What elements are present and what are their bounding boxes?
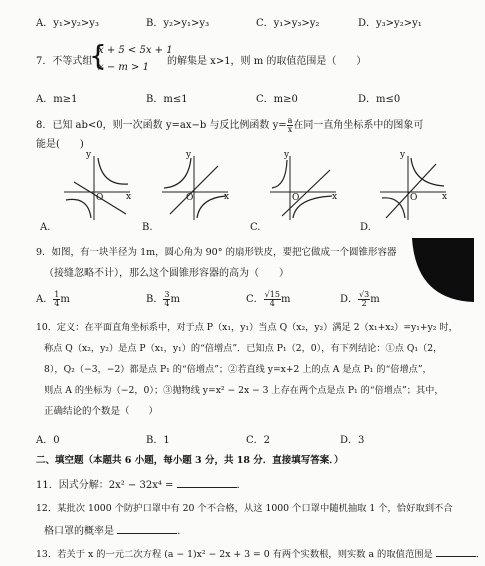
q10-option-d[interactable]: D．3: [340, 435, 365, 446]
q8-label-b: B.: [142, 222, 153, 233]
q8-graph-a-svg: [62, 152, 132, 222]
q7-option-b[interactable]: B．m≤1: [146, 94, 188, 105]
q8-graph-d-svg: [378, 152, 448, 222]
q8-graph-d[interactable]: [378, 152, 448, 222]
q9-sector-figure: [412, 238, 474, 302]
q9-line2: （接缝忽略不计），那么这个圆锥形容器的高为（ ）: [44, 268, 289, 279]
q12-answer-blank[interactable]: [117, 524, 177, 534]
q11-text: 11．因式分解：2x² − 32x⁴ = ．: [36, 480, 247, 491]
q6-option-a[interactable]: A．y₁>y₂>y₃: [36, 18, 99, 29]
q8-b-x-label: x: [224, 192, 230, 202]
q8-b-origin: O: [186, 193, 194, 203]
q8-graph-b[interactable]: [160, 152, 230, 222]
q8-line1: 8．已知 ab<0，则一次函数 y=ax−b 与反比例函数 y= $\frac{a}{x}$ 在同一直角坐标系中的图象可: [36, 116, 424, 134]
q12-line1: 12．某批次 1000 个防护口罩中有 20 个不合格，从这 1000 个口罩中随机抽取 1 个，恰好取到不合: [36, 503, 453, 514]
q8-graph-c-svg: [268, 152, 338, 222]
q7-inequality-1: x + 5 < 5x + 1: [98, 45, 173, 56]
q8-a-x-label: x: [126, 192, 132, 202]
q6-option-d[interactable]: D．y₃>y₂>y₁: [358, 18, 422, 29]
q6-option-b[interactable]: B．y₂>y₁>y₃: [146, 18, 210, 29]
q9-option-c[interactable]: C． $\frac{√15}{4}$ m: [246, 290, 291, 308]
q7-option-d[interactable]: D．m≤0: [358, 94, 401, 105]
q9-option-d[interactable]: D． $\frac{√3}{2}$ m: [340, 290, 380, 308]
q9-line1: 9．如图，有一块半径为 1m，圆心角为 90° 的扇形铁皮，要把它做成一个圆锥形容器: [36, 247, 397, 258]
q10-option-a[interactable]: A．0: [36, 435, 60, 446]
q8-c-x-label: x: [332, 192, 338, 202]
q9-option-a[interactable]: A． $\frac{1}{4}$ m: [36, 290, 70, 308]
q7-option-a[interactable]: A．m≥1: [36, 94, 78, 105]
q10-option-b[interactable]: B．1: [146, 435, 170, 446]
q10-line2: 称点 Q（x₂，y₂）是点 P（x₁，y₁）的“倍增点”．已知点 P₁（2，0），有下列结论：①点 Q₁（2，: [44, 343, 443, 354]
q8-a-y-label: y: [86, 150, 92, 160]
q10-line3: 8），Q₂（−3，−2）都是点 P₁ 的“倍增点”；②若直线 y=x+2 上的点 A 是点 P₁ 的“倍增点”，: [44, 364, 432, 375]
q7-inequality-2: x − m > 1: [98, 62, 149, 73]
q11-answer-blank[interactable]: [177, 478, 237, 488]
q8-d-x-label: x: [442, 192, 448, 202]
q6-option-c[interactable]: C．y₁>y₃>y₂: [256, 18, 320, 29]
q7-prefix: 7．不等式组: [36, 56, 93, 67]
q8-line2: 能是( ): [36, 139, 84, 150]
q8-graph-a[interactable]: [62, 152, 132, 222]
section-2-heading: 二、填空题（本题共 6 小题，每小题 3 分，共 18 分．直接填写答案．）: [36, 455, 344, 466]
q7-brace: {: [89, 39, 107, 72]
q8-label-a: A.: [40, 222, 51, 233]
q12-line2: 格口罩的概率是 ．: [44, 526, 188, 537]
q8-b-y-label: y: [186, 150, 192, 160]
q9-option-b[interactable]: B． $\frac{3}{4}$ m: [146, 290, 180, 308]
q13-text: 13．若关于 x 的一元二次方程 (a − 1)x² − 2x + 3 = 0 有两个实数根，则实数 a 的取值范围是 ．: [36, 549, 485, 560]
q8-a-origin: O: [96, 193, 104, 203]
q10-option-c[interactable]: C．2: [246, 435, 271, 446]
q8-fraction: $\frac{a}{x}$: [287, 116, 293, 134]
q8-c-y-label: y: [284, 150, 290, 160]
q13-answer-blank[interactable]: [436, 547, 476, 557]
q8-graph-b-svg: [160, 152, 230, 222]
q7-option-c[interactable]: C．m≥0: [256, 94, 298, 105]
q10-line4: 则点 A 的坐标为（−2，0）；③抛物线 y=x² − 2x − 3 上存在两个点是点 P₁ 的“倍增点”；其中，: [44, 385, 444, 396]
q8-d-y-label: y: [400, 150, 406, 160]
q8-label-c: C.: [250, 222, 261, 233]
q8-d-origin: O: [410, 193, 418, 203]
q8-c-origin: O: [292, 193, 300, 203]
q9-sector-svg: [412, 238, 474, 302]
q8-graph-c[interactable]: [268, 152, 338, 222]
q7-suffix: 的解集是 x>1，则 m 的取值范围是（ ）: [167, 56, 367, 67]
q10-line5: 正确结论的个数是（ ）: [44, 406, 159, 417]
q10-line1: 10．定义：在平面直角坐标系中，对于点 P（x₁，y₁）当点 Q（x₂，y₂）满足 2（x₁+x₂）=y₁+y₂ 时，: [36, 322, 458, 333]
q8-label-d: D.: [360, 222, 371, 233]
